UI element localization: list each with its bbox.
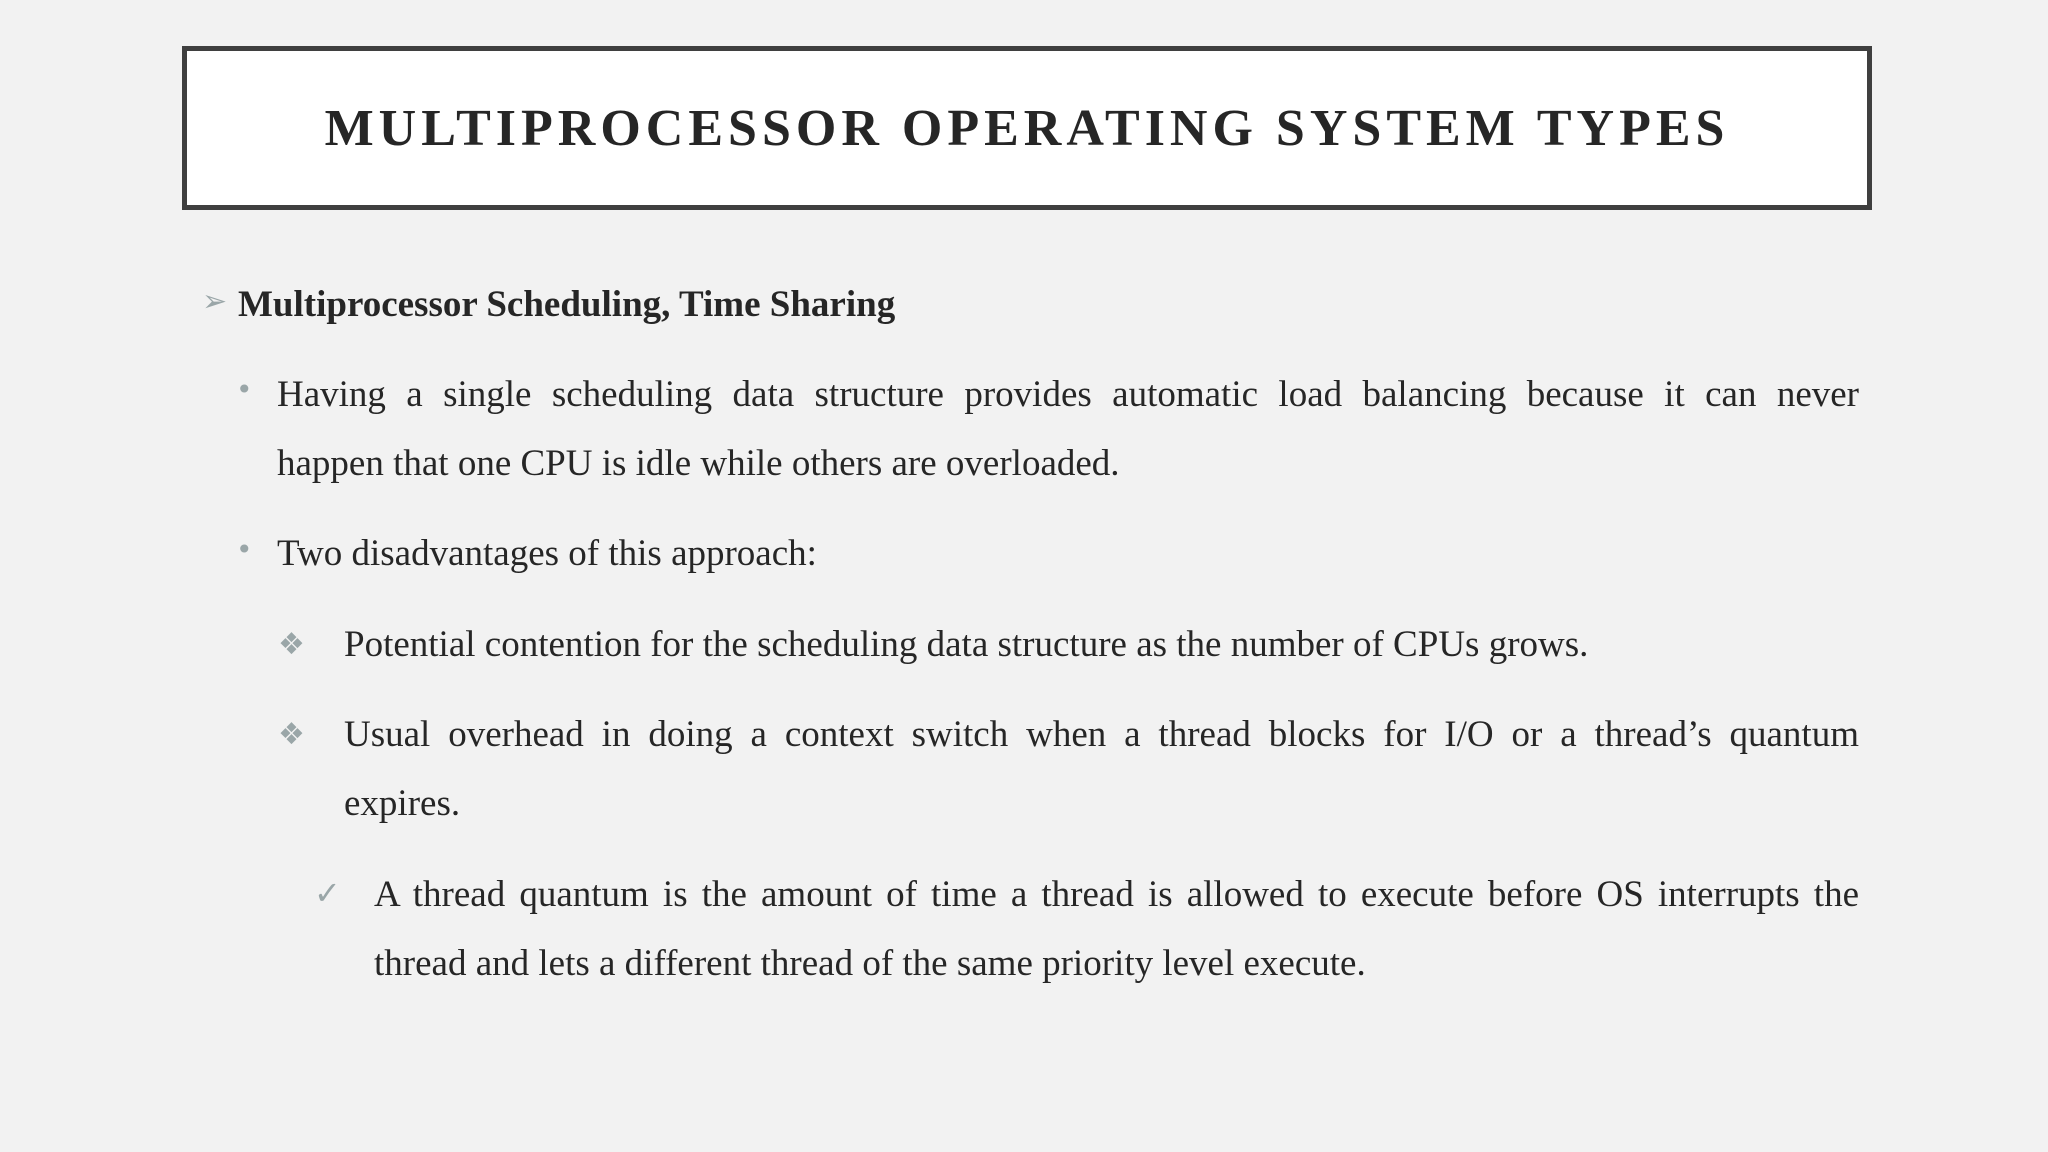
arrowhead-bullet-icon: ➢ (202, 284, 228, 319)
dot-bullet-icon: • (236, 533, 253, 566)
sub-bullet-2-line-1: Usual overhead in doing a context switch when a thread blocks for I/O or a thread’s quantum (344, 714, 1859, 755)
four-diamond-bullet-icon: ❖ (278, 717, 305, 752)
sub-bullet-2-line-2: expires. (344, 783, 461, 824)
sub-bullet-1-text: Potential contention for the scheduling data structure as the number of CPUs grows. (344, 624, 1589, 665)
dot-bullet-icon: • (236, 373, 253, 406)
title-box (182, 46, 1872, 210)
slide-title: MULTIPROCESSOR OPERATING SYSTEM TYPES (324, 99, 1730, 157)
section-heading: Multiprocessor Scheduling, Time Sharing (238, 284, 896, 325)
check-bullet-line-2: thread and lets a different thread of the same priority level execute. (374, 943, 1366, 984)
check-bullet-line-1: A thread quantum is the amount of time a thread is allowed to execute before OS interrupts the (374, 874, 1859, 915)
four-diamond-bullet-icon: ❖ (278, 627, 305, 662)
checkmark-bullet-icon: ✓ (314, 874, 341, 912)
bullet-1-line-2: happen that one CPU is idle while others are overloaded. (277, 443, 1120, 484)
bullet-2-text: Two disadvantages of this approach: (277, 533, 817, 574)
bullet-1-line-1: Having a single scheduling data structure provides automatic load balancing because it can never (277, 374, 1859, 415)
